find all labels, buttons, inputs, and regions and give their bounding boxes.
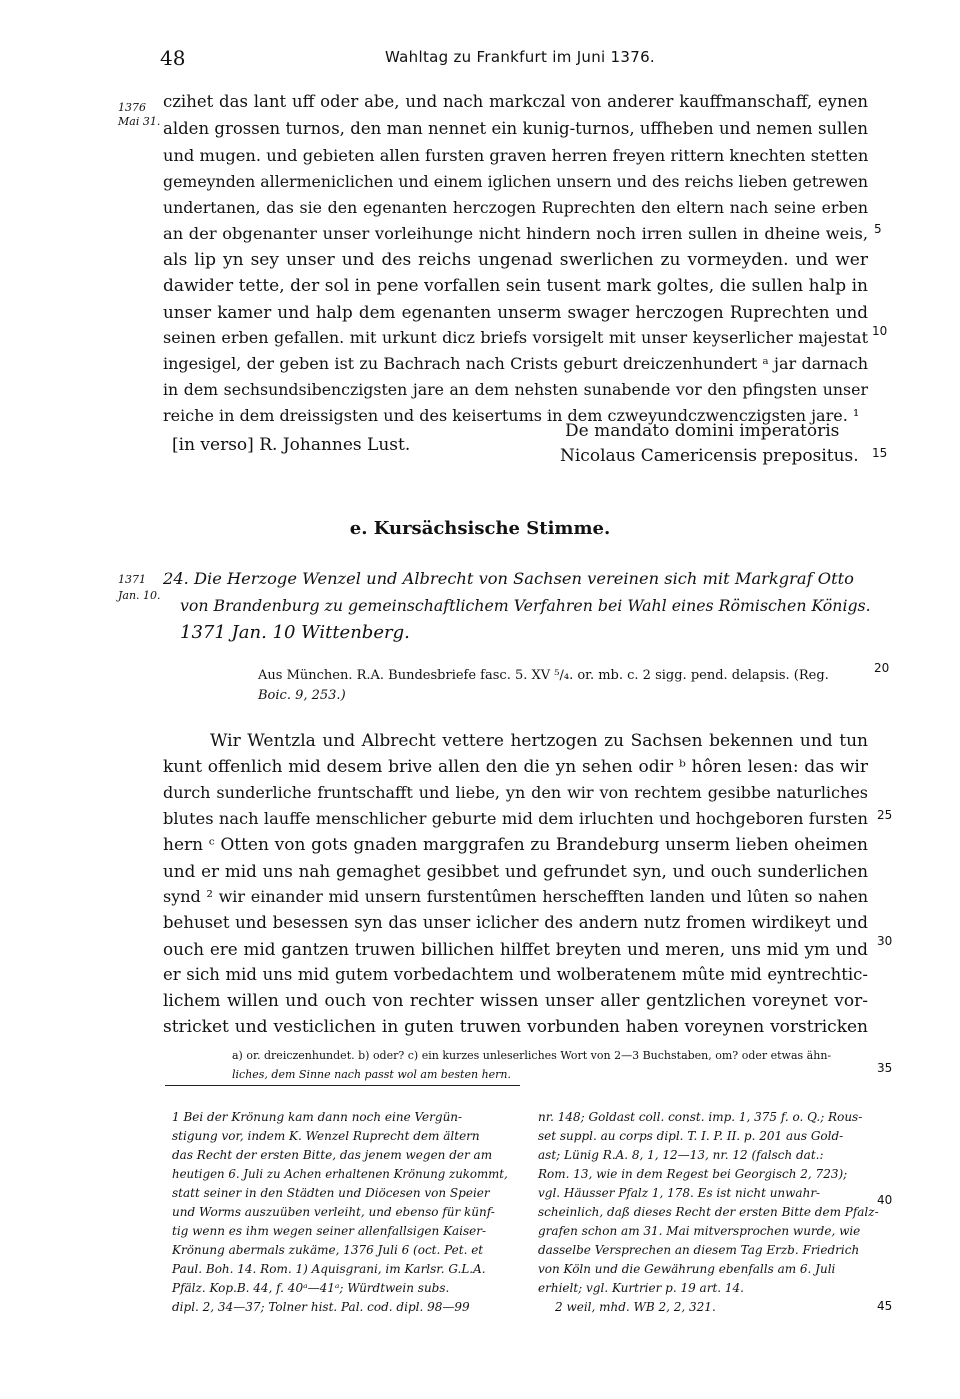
text-line: hern ᶜ Otten von gots gnaden marggrafen zu Brandeburg unserm lieben oheimen — [163, 835, 868, 855]
signatory-line: Nicolaus Camericensis prepositus. — [560, 446, 859, 466]
section-heading: e. Kursächsische Stimme. — [349, 518, 611, 539]
footnote-line: Rom. 13, wie in dem Regest bei Georgisch 2, 723); — [538, 1167, 848, 1181]
margin-line-number: 45 — [877, 1299, 893, 1313]
text-line: alden grossen turnos, den man nennet ein kunig-turnos, uffheben und nemen sullen — [163, 119, 868, 138]
text-line: unser kamer und halp dem egenanten unserm swager herczogen Ruprechten und — [163, 302, 868, 322]
doc1-date-day: Mai 31. — [118, 115, 161, 128]
text-line: czihet das lant uff oder abe, und nach markczal von anderer kauffmanschaff, eynen — [163, 92, 868, 111]
footnote-line: Pfälz. Kop.B. 44, f. 40ᵃ—41ᵃ; Würdtwein subs. — [172, 1281, 450, 1295]
footnote-line: 2 weil, mhd. WB 2, 2, 321. — [555, 1300, 716, 1314]
margin-line-number: 40 — [877, 1193, 893, 1207]
text-line: behuset und besessen syn das unser iclicher des andern nutz fromen wirdikeyt und — [163, 913, 868, 932]
footnote-line: dipl. 2, 34—37; Tolner hist. Pal. cod. dipl. 98—99 — [172, 1300, 470, 1314]
source-note: Aus München. R.A. Bundesbriefe fasc. 5. XV ⁵/₄. or. mb. c. 2 sigg. pend. delapsis. (Reg. — [258, 668, 829, 683]
text-line: stricket und vesticlichen in guten truwen vorbunden haben voreynen vorstricken — [163, 1017, 868, 1037]
footnote-line: ast; Lünig R.A. 8, 1, 12—13, nr. 12 (falsch dat.: — [538, 1148, 824, 1162]
margin-line-number: 25 — [877, 808, 893, 822]
verso-note: [in verso] R. Johannes Lust. — [172, 435, 411, 455]
footnote-line: set suppl. au corps dipl. T. I. P. II. p. 201 aus Gold- — [538, 1129, 844, 1143]
footnote-line: scheinlich, daß dieses Recht der ersten Bitte dem Pfalz- — [538, 1205, 879, 1219]
footnote-line: dasselbe Versprechen an diesem Tag Erzb. Friedrich — [538, 1243, 860, 1257]
footnote-line: das Recht der ersten Bitte, das jenem wegen der am — [172, 1148, 493, 1162]
text-line: und mugen. und gebieten allen fursten graven herren freyen rittern knechten stetten — [163, 146, 869, 165]
page-number: 48 — [160, 46, 186, 70]
footnote-line: statt seiner in den Städten und Diöcesen von Speier — [172, 1186, 490, 1200]
running-title: Wahltag zu Frankfurt im Juni 1376. — [385, 48, 656, 66]
text-line: blutes nach lauffe menschlicher geburte mid dem irluchten und hochgeboren fursten — [163, 809, 868, 828]
text-line: kunt offenlich mid desem brive allen den die yn sehen odir ᵇ hôren lesen: das wir — [163, 757, 868, 777]
text-line: an der obgenanter unser vorleihunge nicht hindern noch irren sullen in dheine weis, — [163, 224, 868, 243]
regest-line: von Brandenburg zu gemeinschaftlichem Verfahren bei Wahl eines Römischen Königs. — [180, 596, 871, 615]
source-note: Boic. 9, 253.) — [258, 688, 346, 703]
footnote-line: erhielt; vgl. Kurtrier p. 19 art. 14. — [538, 1281, 744, 1295]
margin-line-number: 20 — [874, 661, 890, 675]
doc2-date-year: 1371 — [118, 573, 146, 586]
footnote-line: Krönung abermals zukäme, 1376 Juli 6 (oct. Pet. et — [172, 1243, 484, 1257]
text-line: Wir Wentzla und Albrecht vettere hertzogen zu Sachsen bekennen und tun — [210, 731, 868, 751]
footnote-line: heutigen 6. Juli zu Achen erhaltenen Krönung zukommt, — [172, 1167, 508, 1181]
text-line: als lip yn sey unser und des reichs ungenad swerlichen zu vormeyden. und wer — [163, 250, 868, 270]
footnote-line: und Worms auszuüben verleiht, und ebenso für künf- — [172, 1205, 495, 1219]
text-line: ingesigel, der geben ist zu Bachrach nach Crists geburt dreiczenhundert ᵃ jar darnach — [163, 354, 868, 373]
text-line: dawider tette, der sol in pene vorfallen sein tusent mark goltes, die sullen halp in — [163, 276, 868, 296]
doc2-date-day: Jan. 10. — [118, 589, 161, 602]
apparatus-note: a) or. dreiczenhundet. b) oder? c) ein kurzes unleserliches Wort von 2—3 Buchstaben, om? oder etwas ähn- — [232, 1049, 832, 1062]
doc1-date-year: 1376 — [118, 101, 146, 114]
text-line: reiche in dem dreissigsten und des keisertums in dem czweyundczwenczigsten jare. ¹ — [163, 406, 860, 425]
margin-line-number: 30 — [877, 934, 893, 948]
margin-line-number: 10 — [872, 324, 888, 338]
footnote-line: 1 Bei der Krönung kam dann noch eine Vergün- — [172, 1110, 463, 1124]
margin-line-number: 35 — [877, 1061, 893, 1075]
footnote-line: nr. 148; Goldast coll. const. imp. 1, 375 f. o. Q.; Rous- — [538, 1110, 863, 1124]
text-line: durch sunderliche fruntschafft und liebe, yn den wir von rechtem gesibbe naturliches — [163, 783, 868, 802]
mandate-line: De mandato domini imperatoris — [565, 421, 840, 441]
footnote-line: grafen schon am 31. Mai mitversprochen wurde, wie — [538, 1224, 861, 1238]
footnote-line: tig wenn es ihm wegen seiner allenfallsigen Kaiser- — [172, 1224, 487, 1238]
text-line: er sich mid uns mid gutem vorbedachtem und wolberatenem mûte mid eyntrechtic- — [163, 965, 868, 984]
apparatus-note: liches, dem Sinne nach passt wol am besten hern. — [232, 1068, 512, 1081]
margin-line-number: 5 — [874, 222, 882, 236]
text-line: ouch ere mid gantzen truwen billichen hilffet breyten und meren, uns mid ym und — [163, 939, 868, 959]
text-line: seinen erben gefallen. mit urkunt dicz briefs vorsigelt mit unser keyserlicher majestat — [163, 328, 868, 347]
regest-line: 24. Die Herzoge Wenzel und Albrecht von Sachsen vereinen sich mit Markgraf Otto — [163, 569, 854, 588]
footnote-line: stigung vor, indem K. Wenzel Ruprecht dem ältern — [172, 1129, 480, 1143]
regest-line: 1371 Jan. 10 Wittenberg. — [180, 622, 410, 643]
footnote-line: Paul. Boh. 14. Rom. 1) Aquisgrani, im Karlsr. G.L.A. — [172, 1262, 486, 1276]
text-line: in dem sechsundsibenczigsten jare an dem nehsten sunabende vor den pfingsten unser — [163, 380, 868, 399]
footnote-rule — [165, 1085, 520, 1086]
text-line: undertanen, das sie den egenanten herczogen Ruprechten den eltern nach seine erben — [163, 198, 868, 217]
text-line: synd ² wir einander mid unsern furstentûmen herschefften landen und lûten so nahen — [163, 887, 868, 906]
text-line: gemeynden allermeniclichen und einem iglichen unsern und des reichs lieben getrewen — [163, 172, 868, 191]
margin-line-number: 15 — [872, 446, 888, 460]
footnote-line: vgl. Häusser Pfalz 1, 178. Es ist nicht unwahr- — [538, 1186, 821, 1200]
text-line: lichem willen und ouch von rechter wissen unser aller gentzlichen voreynet vor- — [163, 991, 868, 1011]
text-line: und er mid uns nah gemaghet gesibbet und gefrundet syn, und ouch sunderlichen — [163, 861, 868, 881]
footnote-line: von Köln und die Gewährung ebenfalls am 6. Juli — [538, 1262, 836, 1276]
